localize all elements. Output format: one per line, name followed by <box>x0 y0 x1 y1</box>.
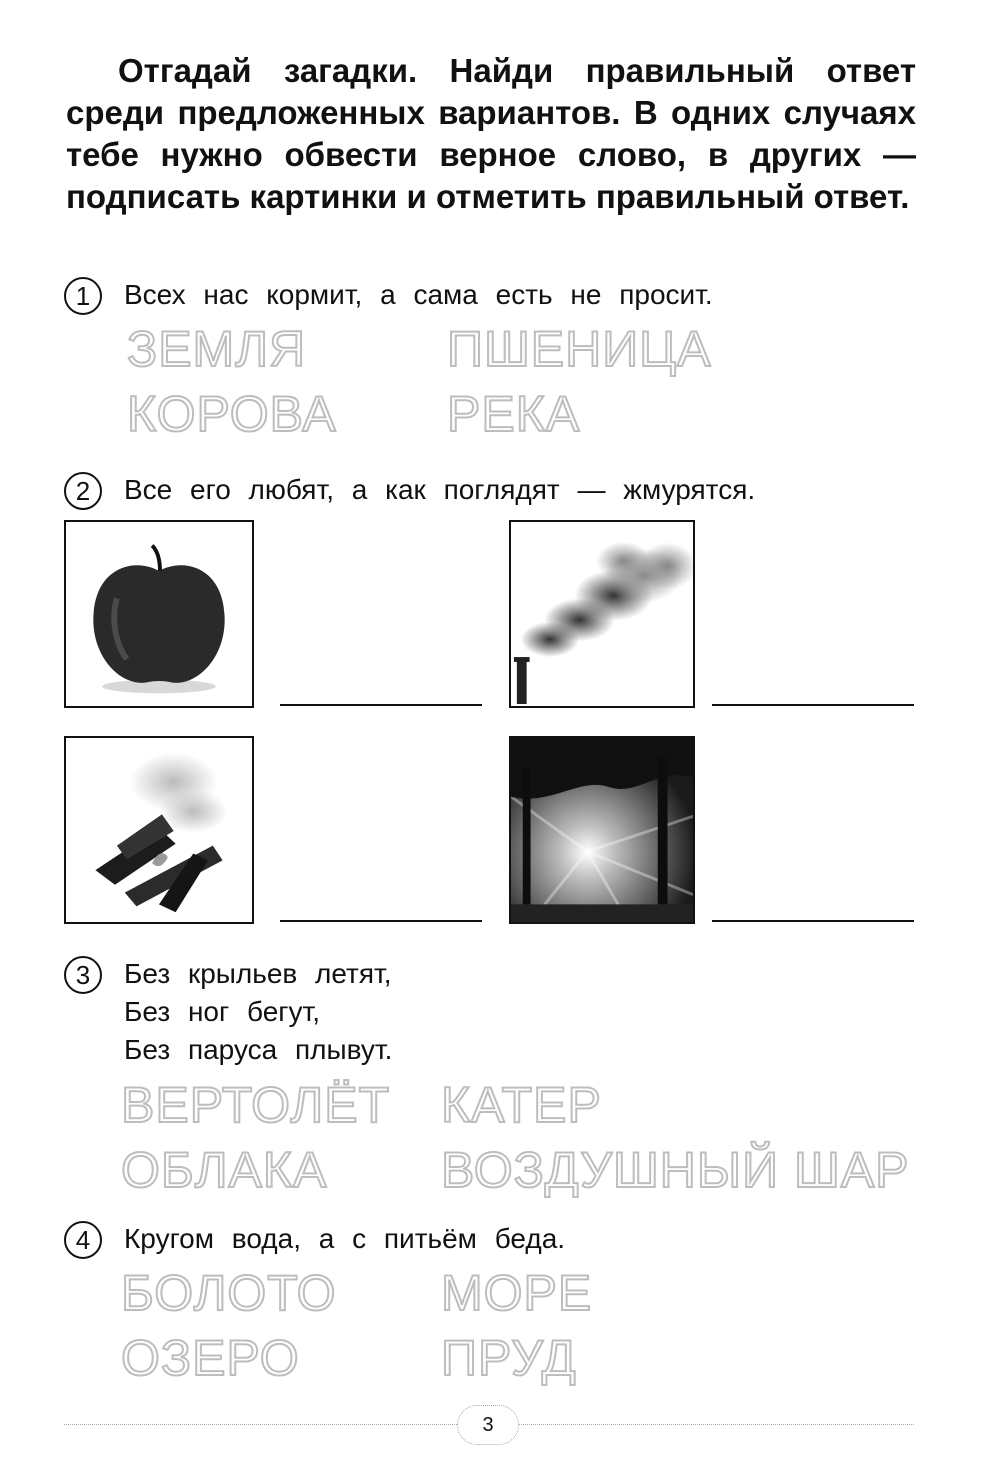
footer-divider <box>64 1424 457 1425</box>
riddle-2 <box>64 471 755 510</box>
instruction-text: Отгадай загадки. Найди правильный ответ среди предложенных вариантов. В одних случаях тебе нужно обвести верное слово, в других — подписать картинки и отметить правильный ответ. <box>66 52 916 215</box>
riddle-text <box>124 471 755 509</box>
riddle-4 <box>64 1220 565 1259</box>
riddle-line: Все его любят, а как поглядят — жмурятся. <box>124 474 756 505</box>
riddle-line: Без крыльев летят, <box>124 958 392 989</box>
riddle-line: Без ног бегут, <box>124 996 320 1027</box>
sun-rays-forest-picture <box>509 736 695 924</box>
riddle-number: 1 <box>64 277 102 315</box>
answer-option[interactable]: РЕКА <box>447 386 581 442</box>
riddle-number: 4 <box>64 1221 102 1259</box>
footer-divider <box>519 1424 914 1425</box>
answer-option[interactable]: ВОЗДУШНЫЙ ШАР <box>441 1142 910 1198</box>
riddle-number: 3 <box>64 956 102 994</box>
answer-line[interactable] <box>712 704 914 706</box>
answer-line[interactable] <box>280 920 482 922</box>
answer-line[interactable] <box>280 704 482 706</box>
answer-option[interactable]: КОРОВА <box>127 386 337 442</box>
page-number: 3 <box>457 1405 519 1445</box>
answer-option[interactable]: ЗЕМЛЯ <box>127 321 307 377</box>
riddle-number: 2 <box>64 472 102 510</box>
riddle-line: Всех нас кормит, а сама есть не просит. <box>124 279 713 310</box>
apple-picture <box>64 520 254 708</box>
smoke-icon <box>511 522 693 706</box>
campfire-icon <box>66 738 252 922</box>
answer-option[interactable]: ОБЛАКА <box>121 1142 328 1198</box>
riddle-line: Без паруса плывут. <box>124 1034 393 1065</box>
answer-line[interactable] <box>712 920 914 922</box>
riddle-1 <box>64 276 713 315</box>
answer-option[interactable]: КАТЕР <box>441 1077 602 1133</box>
answer-option[interactable]: ПРУД <box>441 1330 577 1386</box>
sun-icon <box>511 738 693 922</box>
apple-icon <box>66 522 252 706</box>
riddle-line: Кругом вода, а с питьём беда. <box>124 1223 566 1254</box>
riddle-3 <box>64 955 392 1069</box>
answer-option[interactable]: МОРЕ <box>441 1265 593 1321</box>
riddle-text <box>124 276 713 314</box>
chimney-smoke-picture <box>509 520 695 708</box>
riddle-text <box>124 1220 565 1258</box>
campfire-picture <box>64 736 254 924</box>
riddle-text <box>124 955 392 1069</box>
answer-option[interactable]: ОЗЕРО <box>121 1330 300 1386</box>
answer-option[interactable]: ВЕРТОЛЁТ <box>121 1077 391 1133</box>
answer-option[interactable]: БОЛОТО <box>121 1265 337 1321</box>
answer-option[interactable]: ПШЕНИЦА <box>447 321 712 377</box>
